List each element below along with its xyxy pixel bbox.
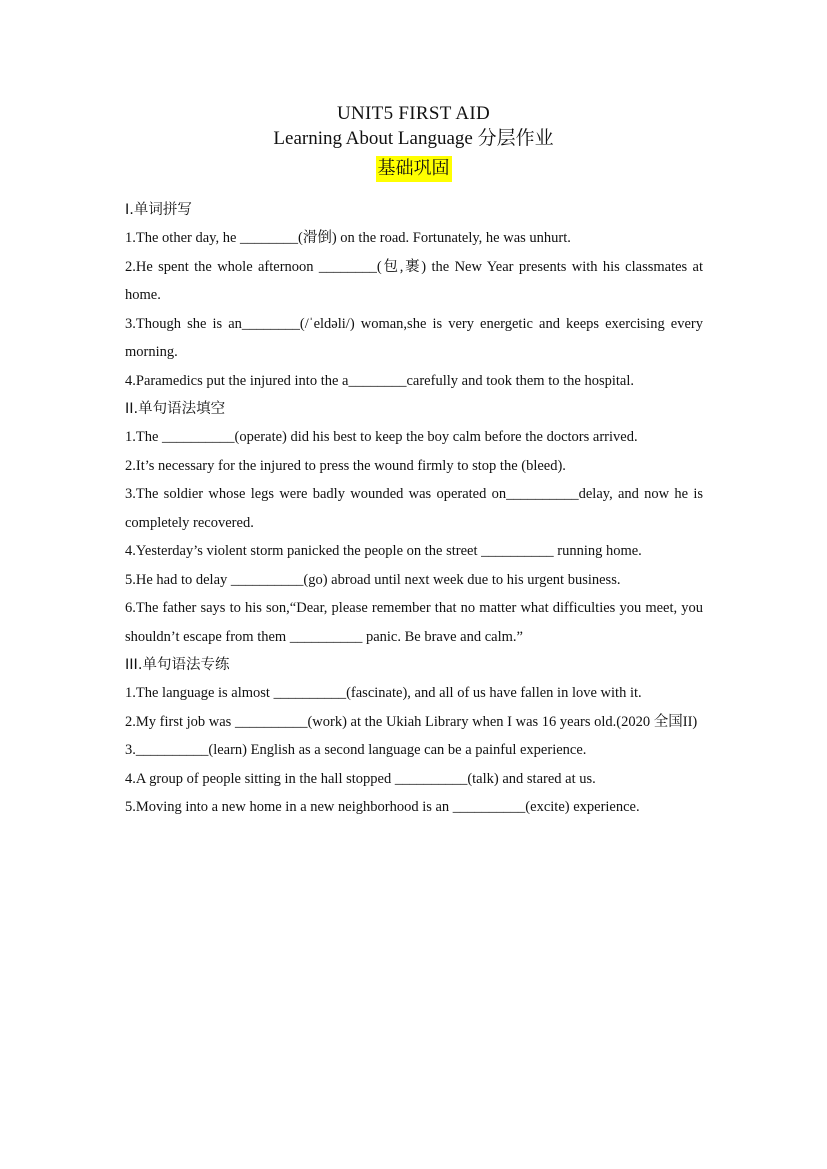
exercise-item: 3.Though she is an________(/ˈeldəli/) woman,she is very energetic and keeps exercising every morning. xyxy=(125,315,703,360)
unit-title: UNIT5 FIRST AID xyxy=(337,103,490,124)
exercise-content xyxy=(125,196,703,822)
exercise-item: 4.A group of people sitting in the hall stopped __________(talk) and stared at us. xyxy=(125,770,596,787)
exercise-item: 5.He had to delay __________(go) abroad until next week due to his urgent business. xyxy=(125,571,621,588)
exercise-item: 4.Yesterday’s violent storm panicked the people on the street __________ running home. xyxy=(125,543,642,559)
exercise-item: 3.The soldier whose legs were badly wounded was operated on__________delay, and now he is completely recovered. xyxy=(125,486,703,531)
exercise-item: 1.The __________(operate) did his best to keep the boy calm before the doctors arrived. xyxy=(125,429,638,445)
exercise-item: 1.The language is almost __________(fascinate), and all of us have fallen in love with it. xyxy=(125,685,642,701)
exercise-item: 2.He spent the whole afternoon ________(包,裹) the New Year presents with his classmates at home. xyxy=(125,258,703,303)
document-header xyxy=(0,102,827,182)
exercise-item: 2.It’s necessary for the injured to press the wound firmly to stop the (bleed). xyxy=(125,457,566,474)
exercise-item: 2.My first job was __________(work) at the Ukiah Library when I was 16 years old.(2020 全国II) xyxy=(125,713,698,730)
exercise-item: 1.The other day, he ________(滑倒) on the road. Fortunately, he was unhurt. xyxy=(125,230,571,246)
exercise-item: 5.Moving into a new home in a new neighborhood is an __________(excite) experience. xyxy=(125,799,640,815)
level-badge: 基础巩固 xyxy=(376,156,452,182)
section-title-3: III.单句语法专练 xyxy=(125,657,230,673)
exercise-item: 3.__________(learn) English as a second language can be a painful experience. xyxy=(125,742,587,758)
section-title-1: I.单词拼写 xyxy=(125,202,192,218)
exercise-item: 4.Paramedics put the injured into the a________carefully and took them to the hospital. xyxy=(125,372,634,389)
section-title-2: II.单句语法填空 xyxy=(125,401,226,417)
exercise-item: 6.The father says to his son,“Dear, please remember that no matter what difficulties you meet, you shouldn’t escape from them __________ panic. Be brave and calm.” xyxy=(125,600,703,645)
lesson-title: Learning About Language 分层作业 xyxy=(273,128,554,149)
